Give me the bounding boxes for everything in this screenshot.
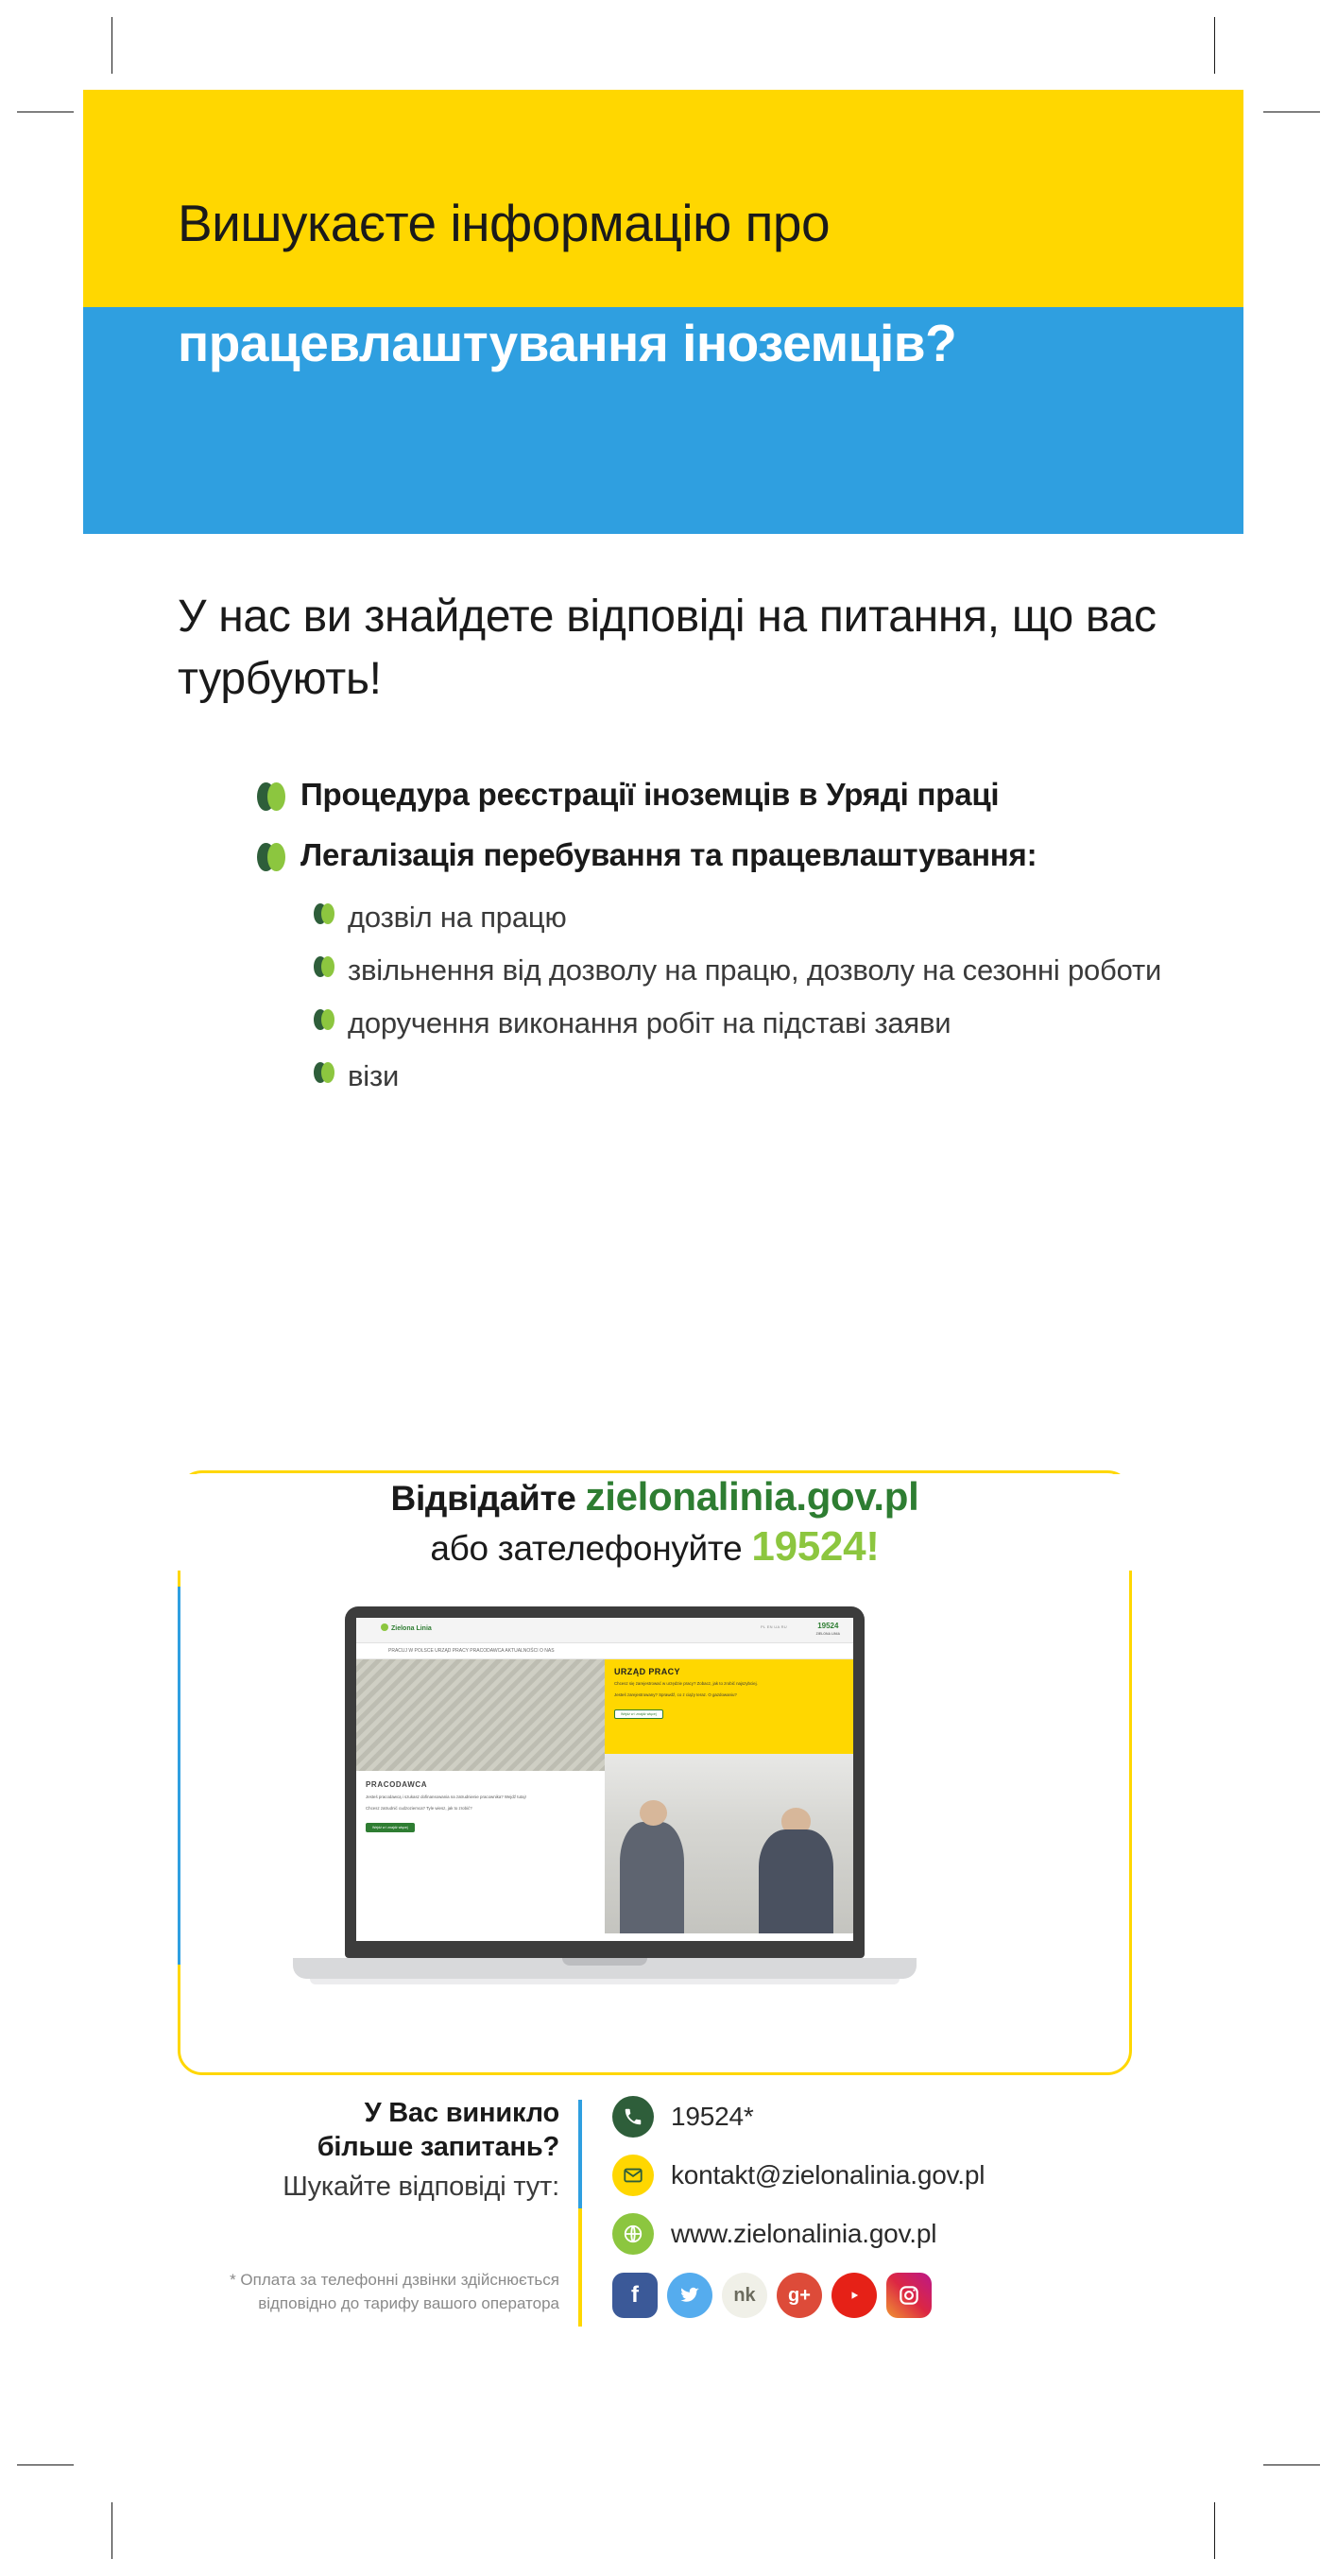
list-item-label: доручення виконання робіт на підставі заяви (348, 1006, 951, 1039)
website-logo: Zielona Linia (381, 1623, 432, 1632)
website-panel-office-title: URZĄD PRACY (614, 1667, 680, 1676)
website-hotline: 19524 ZIELONA LINIA (815, 1622, 840, 1636)
website-photo-money (356, 1659, 605, 1771)
crop-mark (1263, 2464, 1320, 2465)
facebook-icon[interactable]: f (612, 2273, 658, 2318)
contact-phone-text: 19524* (671, 2102, 754, 2131)
headline-secondary: працевлаштування іноземців? (178, 314, 957, 372)
promo-visit-label: Відвідайте (390, 1479, 576, 1518)
contact-row-email[interactable] (612, 2155, 1198, 2196)
list-item (314, 1055, 1183, 1098)
website-panel-employer-title: PRACODAWCA (366, 1780, 428, 1789)
promo-heading (178, 1474, 1132, 1571)
website-office-button[interactable]: Wejdź w i znajdź więcej (614, 1709, 663, 1719)
contact-website-text: www.zielonalinia.gov.pl (671, 2219, 937, 2248)
website-main-nav (356, 1643, 853, 1659)
social-links (612, 2273, 932, 2318)
crop-mark (111, 17, 112, 74)
questions-line1: У Вас виникло (364, 2098, 559, 2128)
vertical-divider (578, 2100, 582, 2327)
phone-icon (612, 2096, 654, 2138)
crop-mark (1214, 17, 1215, 74)
laptop-illustration (293, 1606, 917, 2013)
contact-email-text: kontakt@zielonalinia.gov.pl (671, 2160, 986, 2190)
contact-list (612, 2096, 1198, 2272)
website-nav-items: PRACUJ W POLSCE URZĄD PRACY PRACODAWCA AKTUALNOŚCI O NAS (388, 1648, 555, 1654)
list-item-label: Легалізація перебування та працевлаштування: (300, 837, 1037, 872)
list-item (314, 1002, 1183, 1045)
globe-icon (612, 2213, 654, 2255)
website-utility-menu: PL EN UA RU (760, 1624, 787, 1629)
list-item (314, 949, 1183, 992)
website-employer-button[interactable]: Wejdź w i znajdź więcej (366, 1823, 415, 1832)
twitter-icon[interactable] (667, 2273, 712, 2318)
questions-line2: більше запитань? (317, 2132, 559, 2162)
leaf-bullet-icon (257, 843, 285, 871)
contact-row-phone[interactable] (612, 2096, 1198, 2138)
leaf-bullet-icon (314, 956, 334, 977)
leaf-bullet-icon (314, 1062, 334, 1083)
instagram-icon[interactable] (886, 2273, 932, 2318)
leaf-bullet-icon (314, 903, 334, 924)
mail-icon (612, 2155, 654, 2196)
list-item-label: візи (348, 1059, 400, 1092)
leaf-bullet-icon (314, 1009, 334, 1030)
questions-line3: Шукайте відповіді тут: (283, 2172, 559, 2202)
list-item (257, 775, 1183, 815)
list-item (257, 835, 1183, 875)
list-item-label: Процедура реєстрації іноземців в Уряді праці (300, 777, 1000, 812)
headline-primary: Вишукаєте інформацію про (178, 194, 831, 252)
promo-phone: 19524! (751, 1523, 880, 1570)
google-plus-icon[interactable]: g+ (777, 2273, 822, 2318)
promo-or-label: або зателефонуйте (430, 1529, 743, 1568)
footnote: * Оплата за телефонні дзвінки здійснюється відповідно до тарифу вашого оператора (230, 2271, 559, 2312)
list-item-label: звільнення від дозволу на працю, дозволу на сезонні роботи (348, 953, 1162, 987)
questions-block (151, 2096, 559, 2206)
list-item (314, 896, 1183, 939)
promo-site-link[interactable]: zielonalinia.gov.pl (585, 1474, 919, 1519)
leaf-bullet-icon (257, 782, 285, 811)
crop-mark (1214, 2502, 1215, 2559)
topic-list (257, 775, 1183, 1108)
crop-mark (111, 2502, 112, 2559)
list-item-label: дозвіл на працю (348, 901, 567, 934)
nk-icon[interactable]: nk (722, 2273, 767, 2318)
subtitle: У нас ви знайдете відповіді на питання, що вас турбують! (178, 592, 1157, 704)
youtube-icon[interactable] (831, 2273, 877, 2318)
crop-mark (17, 2464, 74, 2465)
website-panel-office: URZĄD PRACY Chcesz się zarejestrować w urzędzie pracy? Zobacz, jak to zrobić najszybciej. Jesteś zarejestrowany? Sprawdź, co z ciąży teraz. O gazdowaniu? Wejdź w i znajdź więcej (605, 1659, 853, 1754)
website-panel-employer: PRACODAWCA Jesteś pracodawcą i szukasz dofinansowania na zatrudnienie pracownika? Wejdź tutaj! Chcesz zatrudnić cudzoziemca? Tyle wiesz, jak to zrobić? Wejdź w i znajdź więcej (356, 1771, 605, 1843)
contact-row-website[interactable] (612, 2213, 1198, 2255)
website-photo-people (605, 1754, 853, 1933)
website-screenshot (356, 1618, 853, 1941)
website-header (356, 1618, 853, 1643)
